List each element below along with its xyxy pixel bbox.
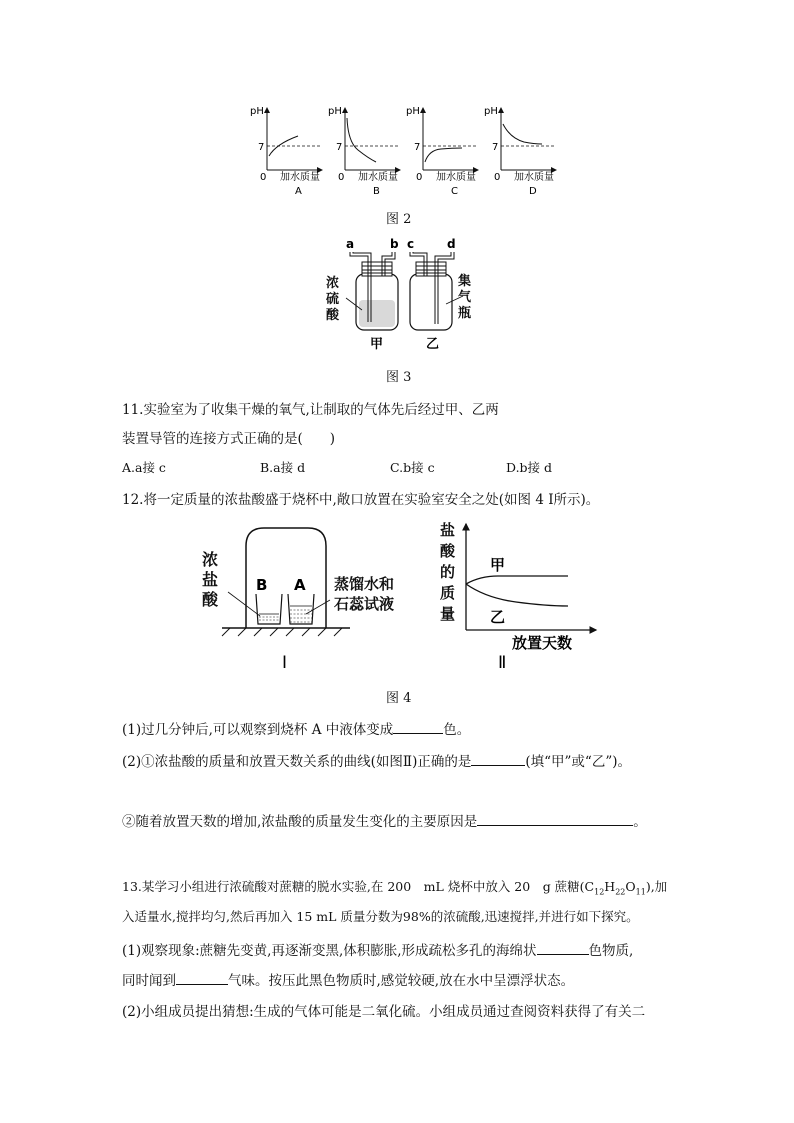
beaker-a xyxy=(288,594,314,624)
q12-part-1-blank[interactable] xyxy=(393,721,443,734)
q13-line-2: 入适量水,搅拌均匀,然后再加入 15 mL 质量分数为98%的浓硫酸,迅速搅拌,并进行如下探究。 xyxy=(122,909,639,924)
bottle-jia-label: 甲 xyxy=(370,337,384,352)
figure-4-panel-2 xyxy=(436,518,606,678)
curve-yi-label: 乙 xyxy=(490,608,506,626)
graph-d-origin: 0 xyxy=(494,172,501,183)
bottle-yi-label: 乙 xyxy=(426,337,440,352)
curve-yi xyxy=(466,584,568,606)
beaker-b-label: B xyxy=(256,576,268,594)
q13-color-blank[interactable] xyxy=(537,942,589,955)
graph-c-y-label: pH xyxy=(406,106,420,117)
graph-c-letter: C xyxy=(451,186,458,197)
q13-line-4: 同时闻到 气味。按压此黑色物质时,感觉较硬,放在水中呈漂浮状态。 xyxy=(122,973,575,989)
graph-b-y-label: pH xyxy=(328,106,342,117)
q12-part-1: (1)过几分钟后,可以观察到烧杯 A 中液体变成 色。 xyxy=(122,722,471,738)
fig4-y-axis-label: 盐 酸 的 质 量 xyxy=(440,521,456,623)
panel-2-label: Ⅱ xyxy=(498,653,507,673)
label-a: a xyxy=(346,237,355,251)
graph-c xyxy=(406,106,478,197)
figure-4-caption: 图 4 xyxy=(386,691,412,706)
figure-2-graphs xyxy=(240,100,560,200)
fig3-right-text: 集 气 瓶 xyxy=(458,274,472,321)
figure-3-caption: 图 3 xyxy=(386,370,412,385)
graph-c-origin: 0 xyxy=(416,172,423,183)
graph-c-seven: 7 xyxy=(414,142,421,153)
graph-d-x-label: 加水质量 xyxy=(514,172,554,183)
fig4-right-text: 蒸馏水和 石蕊试液 xyxy=(334,575,395,613)
graph-a-y-label: pH xyxy=(250,106,264,117)
label-b: b xyxy=(390,237,399,251)
graph-b-x-label: 加水质量 xyxy=(358,172,398,183)
q13-line-5: (2)小组成员提出猜想:生成的气体可能是二氧化硫。小组成员通过查阅资料获得了有关二 xyxy=(122,1004,646,1020)
fig3-left-text: 浓 硫 酸 xyxy=(326,276,340,323)
beaker-a-label: A xyxy=(294,576,306,594)
label-d: d xyxy=(447,237,456,251)
q12-part-2-blank[interactable] xyxy=(471,753,525,766)
q12-part-3: ②随着放置天数的增加,浓盐酸的质量发生变化的主要原因是 。 xyxy=(122,814,647,830)
graph-c-x-label: 加水质量 xyxy=(436,172,476,183)
graph-a xyxy=(250,106,322,197)
label-c: c xyxy=(407,237,415,251)
q12-part-3-blank[interactable] xyxy=(477,813,633,826)
graph-a-x-label: 加水质量 xyxy=(280,172,320,183)
curve-jia-label: 甲 xyxy=(490,556,506,574)
graph-d-y-label: pH xyxy=(484,106,498,117)
bottle-jia xyxy=(350,252,398,330)
q11-option-c: C.b接 c xyxy=(390,460,435,475)
figure-2-caption: 图 2 xyxy=(386,212,412,227)
graph-d-letter: D xyxy=(529,186,537,197)
graph-d xyxy=(484,106,556,197)
q11-option-b: B.a接 d xyxy=(260,460,306,475)
curve-jia xyxy=(466,576,568,584)
x-axis-label: 放置天数 xyxy=(512,634,573,652)
q11-option-d: D.b接 d xyxy=(506,460,553,475)
graph-a-origin: 0 xyxy=(260,172,267,183)
graph-d-seven: 7 xyxy=(492,142,499,153)
q13-smell-blank[interactable] xyxy=(176,972,228,985)
graph-b-letter: B xyxy=(373,186,380,197)
beaker-b xyxy=(256,594,282,624)
panel-1-label: Ⅰ xyxy=(282,653,288,673)
q13-line-3: (1)观察现象:蔗糖先变黄,再逐渐变黑,体积膨胀,形成疏松多孔的海绵状 色物质, xyxy=(122,943,634,959)
q12-stem: 12.将一定质量的浓盐酸盛于烧杯中,敞口放置在实验室安全之处(如图 4 Ⅰ所示)。 xyxy=(122,492,600,508)
q13-line-1: 13.某学习小组进行浓硫酸对蔗糖的脱水实验,在 200 mL 烧杯中放入 20 g 蔗糖$(C_{12}H_{22}O_{11})$,加 xyxy=(122,879,668,897)
fig4-left-text: 浓 盐 酸 xyxy=(202,550,219,609)
q11-option-a: A.a接 c xyxy=(122,460,166,475)
graph-a-seven: 7 xyxy=(258,142,265,153)
bottle-yi xyxy=(410,252,454,330)
q11-stem-line2: 装置导管的连接方式正确的是( ) xyxy=(122,431,336,447)
q12-part-2: (2)①浓盐酸的质量和放置天数关系的曲线(如图Ⅱ)正确的是 (填“甲”或“乙”)。 xyxy=(122,754,631,770)
q11-stem-line1: 11.实验室为了收集干燥的氧气,让制取的气体先后经过甲、乙两 xyxy=(122,402,499,418)
graph-a-letter: A xyxy=(295,186,302,197)
graph-b xyxy=(328,106,400,197)
graph-b-seven: 7 xyxy=(336,142,343,153)
graph-b-origin: 0 xyxy=(338,172,345,183)
